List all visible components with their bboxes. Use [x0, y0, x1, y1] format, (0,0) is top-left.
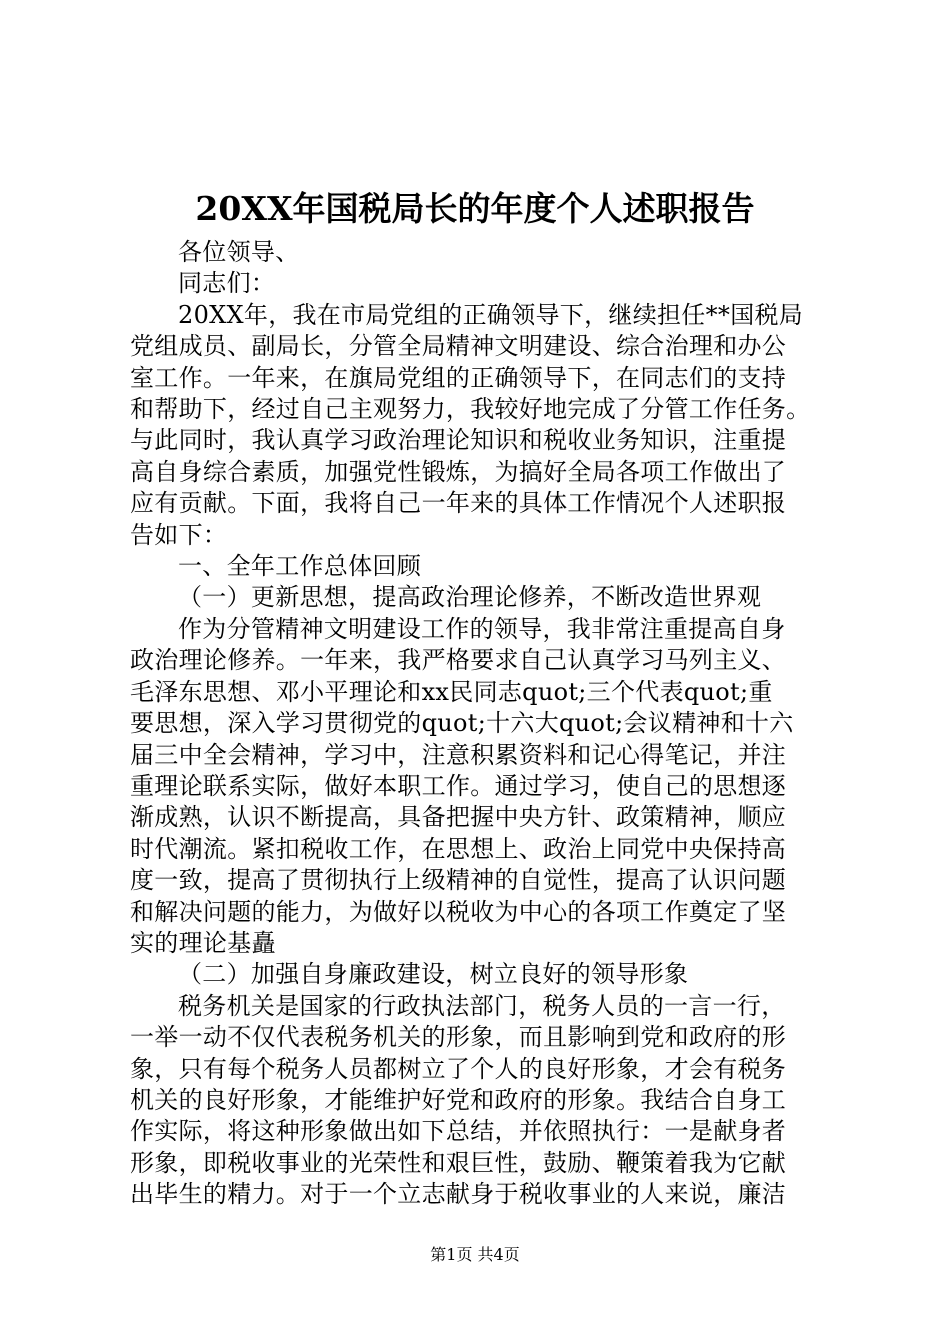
text-line: 渐成熟，认识不断提高，具备把握中央方针、政策精神，顺应 [130, 803, 787, 832]
text-line: 一举一动不仅代表税务机关的形象，而且影响到党和政府的形 [130, 1023, 787, 1052]
text-line: 各位领导、 [178, 238, 300, 266]
text-line: 党组成员、副局长，分管全局精神文明建设、综合治理和办公 [130, 332, 787, 361]
subsection-heading: （一）更新思想，提高政治理论修养，不断改造世界观 [178, 583, 762, 612]
text-line: 政治理论修养。一年来，我严格要求自己认真学习马列主义、 [130, 646, 787, 675]
text-line: 告如下： [130, 520, 228, 549]
text-line: 届三中全会精神，学习中，注意积累资料和记心得笔记，并注 [130, 740, 787, 769]
text-line: 度一致，提高了贯彻执行上级精神的自觉性，提高了认识问题 [130, 866, 787, 895]
text-line: 高自身综合素质，加强党性锻炼，为搞好全局各项工作做出了 [130, 457, 787, 486]
text-line: 和帮助下，经过自己主观努力，我较好地完成了分管工作任务。 [130, 395, 811, 424]
text-line: 同志们： [178, 269, 276, 298]
text-line: 20XX年，我在市局党组的正确领导下，继续担任**国税局 [178, 300, 804, 329]
text-line: 象，只有每个税务人员都树立了个人的良好形象，才会有税务 [130, 1054, 787, 1083]
text-line: 时代潮流。紧扣税收工作，在思想上、政治上同党中央保持高 [130, 834, 787, 863]
text-line: 机关的良好形象，才能维护好党和政府的形象。我结合自身工 [130, 1085, 787, 1114]
text-line: 税务机关是国家的行政执法部门，税务人员的一言一行， [178, 991, 786, 1020]
text-line: 毛泽东思想、邓小平理论和xx民同志quot;三个代表quot;重 [130, 677, 773, 706]
text-line: 形象，即税收事业的光荣性和艰巨性，鼓励、鞭策着我为它献 [130, 1148, 787, 1177]
section-heading: 一、全年工作总体回顾 [178, 552, 421, 581]
text-line: 作实际，将这种形象做出如下总结，并依照执行：一是献身者 [130, 1117, 787, 1146]
text-line: 重理论联系实际，做好本职工作。通过学习，使自己的思想逐 [130, 771, 787, 800]
text-line: 与此同时，我认真学习政治理论知识和税收业务知识，注重提 [130, 426, 787, 455]
page-footer: 第1页 共4页 [430, 1245, 520, 1264]
subsection-heading: （二）加强自身廉政建设，树立良好的领导形象 [178, 960, 689, 989]
document-title: 20XX年国税局长的年度个人述职报告 [195, 189, 755, 228]
text-line: 室工作。一年来，在旗局党组的正确领导下，在同志们的支持 [130, 363, 787, 392]
text-line: 应有贡献。下面，我将自己一年来的具体工作情况个人述职报 [130, 489, 787, 518]
text-line: 要思想，深入学习贯彻党的quot;十六大quot;会议精神和十六 [130, 709, 794, 738]
text-line: 作为分管精神文明建设工作的领导，我非常注重提高自身 [178, 614, 786, 643]
text-line: 和解决问题的能力，为做好以税收为中心的各项工作奠定了坚 [130, 897, 787, 926]
text-line: 实的理论基矗 [130, 928, 276, 957]
document-body [130, 237, 830, 1211]
text-line: 出毕生的精力。对于一个立志献身于税收事业的人来说，廉洁 [130, 1180, 787, 1209]
